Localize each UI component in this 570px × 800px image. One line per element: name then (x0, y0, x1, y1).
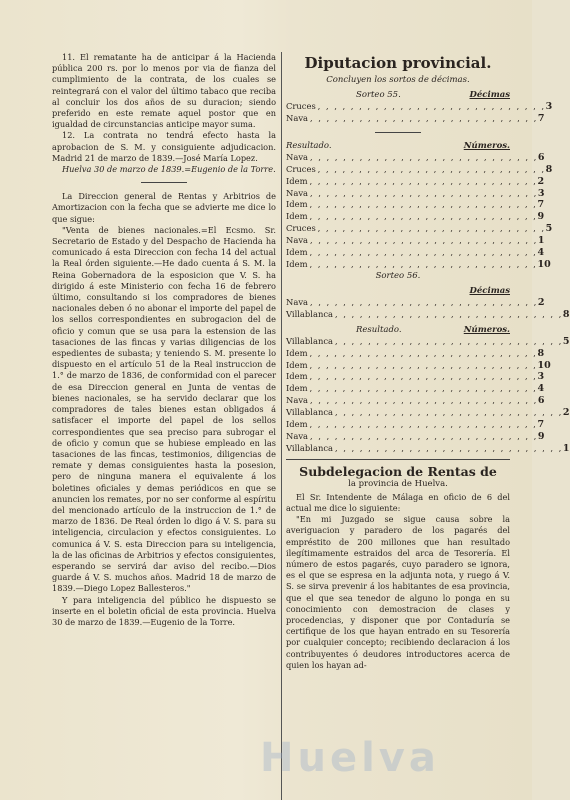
lottery-row-name: Cruces (286, 101, 316, 111)
lottery-row-number: 2 (562, 407, 570, 419)
paragraph-11: 11. El rematante ha de anticipar á la Hacienda pública 200 rs. por lo menos por via de fianza del cumplimiento de la contrata, de los cuales se reintegrará con el valor del último tabaco que reciba al concluir los dos años de su duracion; siendo preferido en este remate aquel postor que en igualdad de circunstancias anticipe mayor suma. (52, 52, 276, 130)
paragraph-main: "Venta de bienes nacionales.=El Ecsmo. Sr. Secretario de Estado y del Despacho de Hacienda ha comunicado á esta Direccion con fecha 14 del actual la Real órden siguiente.—He dado cuenta á S. M. la Reina Gobernadora de la esposicion que V. S. ha dirigido á este Ministerio con fecha 16 de febrero último, consultando si los compradores de bienes nacionales deben ó no abonar el importe del papel de los sellos correspondientes en subrogacion del de oficio y comun que se usa para la estension de las tasaciones de las fincas y varias diligencias de los espedientes de subasta; y teniendo S. M. presente lo dispuesto en el artículo 51 de la Real instruccion de 1.° de marzo de 1836, de conformidad con el parecer de esa Direccion general en Junta de ventas de bienes nacionales, se ha servido declarar que los compradores de tales bienes estan obligados á satisfacer el importe del papel de los sellos correspondientes que sea preciso para subrogar el de oficio y comun que se hubiese empleado en las tasaciones de las fincas, testimonios, diligencias de remate y demas consiguientes hasta la posesion, pero de ninguna manera el equivalente á los boletines oficiales y demas periódicos en que se anuncien los remates, por no ser conforme al espíritu del mencionado artículo de la instruccion de 1.° de marzo de 1836. De Real órden lo digo á V. S. para su inteligencia, circulacion y efectos consiguientes. Lo comunica á V. S. esta Direccion para su inteligencia, la de las oficinas de Arbitrios y efectos consiguientes, esperando se servirá dar aviso del recibo.—Dios guarde á V. S. muchos años. Madrid 18 de marzo de 1839.—Diego Lopez Ballesteros." (52, 224, 276, 594)
lottery-row-name: Cruces (286, 223, 316, 234)
leader-dots: , , , , , , , , , , , , , , , , , , , , , , , , , , , , (309, 212, 538, 222)
lottery-row-number: 7 (537, 199, 545, 211)
lottery-row-name: Nava (286, 235, 309, 246)
subdelegacion-subtitle: la provincia de Huelva. (348, 478, 448, 489)
lottery-row-number: 4 (537, 383, 545, 395)
lottery-row-name: Villablanca (286, 335, 334, 346)
lottery-row-name: Nava (286, 296, 309, 307)
lottery-row-number: 3 (537, 371, 545, 383)
lottery-row-number: 10 (537, 359, 551, 371)
column-divider (281, 52, 282, 800)
lottery-row-name: Cruces (286, 163, 316, 174)
lottery-row (286, 211, 545, 223)
resultado-header-2: Resultado. (356, 324, 402, 335)
lottery-row-name: Villablanca (286, 407, 334, 418)
lottery-block-3 (286, 296, 570, 321)
leader-dots: , , , , , , , , , , , , , , , , , , , , , , , , , , , , (310, 152, 538, 162)
lottery-row (286, 383, 545, 395)
lottery-row-name: Nava (286, 151, 309, 162)
lottery-row (286, 308, 570, 321)
leader-dots: , , , , , , , , , , , , , , , , , , , , , , , , , , , , (335, 408, 563, 418)
lottery-row-number: 2 (537, 175, 545, 187)
lottery-row-number: 10 (537, 258, 551, 270)
leader-dots: , , , , , , , , , , , , , , , , , , , , , , , , , , , , (317, 102, 546, 111)
lottery-row (286, 395, 545, 407)
section-divider (141, 182, 187, 183)
paragraph-final: Y para inteligencia del público he dispuesto se inserte en el boletin oficial de esta provincia. Huelva 30 de marzo de 1839.—Eugenio de la Torre. (52, 594, 276, 627)
table-header-2 (286, 141, 510, 152)
lottery-row-number: 9 (537, 430, 545, 442)
subdelegacion-intro: El Sr. Intendente de Málaga en oficio de 6 del actual me dice lo siguiente: (286, 491, 510, 513)
lottery-row (286, 187, 545, 200)
lottery-row-number: 8 (545, 163, 553, 175)
sorteo-56-label: Sorteo 56. (375, 270, 421, 281)
numeros-header: Números. (463, 140, 510, 151)
lottery-row-name: Idem (286, 247, 308, 258)
lottery-row-number: 1 (537, 235, 545, 247)
lottery-row (286, 442, 570, 455)
library-watermark: Huelva (260, 735, 440, 781)
leader-dots: , , , , , , , , , , , , , , , , , , , , , , , , , , , , (310, 297, 538, 307)
leader-dots: , , , , , , , , , , , , , , , , , , , , , , , , , , , , (310, 236, 538, 246)
lottery-row-number: 2 (537, 296, 545, 308)
lottery-row-name: Idem (286, 175, 308, 186)
lottery-row-number: 3 (537, 187, 545, 199)
decimas-header: Décimas (469, 90, 510, 100)
paragraph-12: 12. La contrata no tendrá efecto hasta la aprobacion de S. M. y consiguiente adjudicacion. Madrid 21 de marzo de 1839.—José María Lopez. (52, 130, 276, 163)
leader-dots: , , , , , , , , , , , , , , , , , , , , , , , , , , , , (310, 188, 538, 198)
right-column (286, 52, 570, 671)
lottery-row-number: 5 (562, 335, 570, 347)
lottery-row (286, 347, 545, 360)
lottery-row (286, 163, 553, 176)
lottery-row-name: Nava (286, 187, 309, 198)
lottery-block-4 (286, 335, 570, 455)
lottery-row (286, 112, 545, 125)
lottery-row-name: Idem (286, 347, 308, 358)
lottery-block-2 (286, 151, 553, 271)
lottery-row (286, 359, 551, 372)
lottery-row (286, 247, 545, 259)
lottery-row (286, 430, 545, 443)
lottery-row-name: Idem (286, 383, 308, 394)
leader-dots: , , , , , , , , , , , , , , , , , , , , , , , , , , , , (309, 348, 538, 358)
table-header-4 (286, 325, 510, 336)
left-column (52, 52, 276, 628)
lottery-row-number: 3 (545, 101, 553, 112)
lottery-row-number: 8 (562, 308, 570, 320)
lottery-row (286, 101, 553, 113)
lottery-row-number: 9 (537, 211, 545, 223)
lottery-row-name: Idem (286, 371, 308, 382)
leader-dots: , , , , , , , , , , , , , , , , , , , , , , , , , , , , (310, 396, 538, 406)
lottery-row (286, 419, 545, 431)
lottery-row-number: 1 (562, 442, 570, 454)
leader-dots: , , , , , , , , , , , , , , , , , , , , , , , , , , , , (310, 113, 538, 123)
leader-dots: , , , , , , , , , , , , , , , , , , , , , , , , , , , , (309, 176, 538, 186)
section-title: Diputacion provincial. (304, 54, 492, 72)
lottery-row (286, 223, 553, 235)
leader-dots: , , , , , , , , , , , , , , , , , , , , , , , , , , , , (309, 200, 538, 210)
lottery-row (286, 175, 545, 188)
subdelegacion-title: Subdelegacion de Rentas de (299, 463, 497, 479)
leader-dots: , , , , , , , , , , , , , , , , , , , , , , , , , , , , (309, 248, 538, 258)
leader-dots: , , , , , , , , , , , , , , , , , , , , , , , , , , , , (335, 309, 563, 319)
leader-dots: , , , , , , , , , , , , , , , , , , , , , , , , , , , , (309, 420, 538, 430)
paragraph-intro: La Direccion general de Rentas y Arbitrios de Amortizacion con la fecha que se advierte me dice lo que sigue: (52, 191, 276, 224)
lottery-row-number: 6 (537, 395, 545, 407)
block-divider (375, 132, 421, 133)
lottery-block-1 (286, 101, 553, 125)
lottery-row-name: Idem (286, 258, 308, 269)
leader-dots: , , , , , , , , , , , , , , , , , , , , , , , , , , , , (335, 443, 563, 453)
lottery-row-number: 4 (537, 247, 545, 259)
lottery-row-number: 6 (537, 151, 545, 163)
leader-dots: , , , , , , , , , , , , , , , , , , , , , , , , , , , , (317, 164, 546, 174)
lottery-row (286, 151, 545, 164)
table-header-3 (286, 286, 510, 297)
lottery-row (286, 235, 545, 247)
lottery-row-number: 8 (537, 347, 545, 359)
lottery-row-name: Idem (286, 419, 308, 430)
section-rule (286, 459, 510, 460)
lottery-row (286, 258, 551, 271)
lottery-row-number: 7 (537, 419, 545, 431)
lottery-row-number: 5 (545, 223, 553, 235)
lottery-row (286, 199, 545, 211)
lottery-row-name: Idem (286, 211, 308, 222)
lottery-row-name: Idem (286, 199, 308, 210)
leader-dots: , , , , , , , , , , , , , , , , , , , , , , , , , , , , (310, 431, 538, 441)
lottery-row (286, 335, 570, 348)
lottery-row (286, 407, 570, 419)
sorteo-55-label: Sorteo 55. (356, 90, 401, 100)
signature-1: Huelva 30 de marzo de 1839.=Eugenio de la Torre. (62, 164, 276, 175)
leader-dots: , , , , , , , , , , , , , , , , , , , , , , , , , , , , (335, 336, 563, 346)
lottery-row-name: Villablanca (286, 308, 334, 319)
lottery-row-name: Idem (286, 359, 308, 370)
numeros-header-2: Números. (463, 324, 510, 335)
lottery-row-name: Nava (286, 395, 309, 406)
decimas-header-2: Décimas (469, 285, 510, 296)
leader-dots: , , , , , , , , , , , , , , , , , , , , , , , , , , , , (309, 259, 538, 269)
resultado-header: Resultado. (286, 140, 332, 151)
lottery-row-number: 7 (537, 112, 545, 124)
leader-dots: , , , , , , , , , , , , , , , , , , , , , , , , , , , , (317, 224, 546, 234)
lottery-row (286, 296, 545, 309)
lottery-row-name: Nava (286, 430, 309, 441)
subdelegacion-body: "En mi Juzgado se sigue causa sobre la averiguacion y paradero de los pagarés del empréstito de 200 millones que han resultado ilegítimamente estraidos del arca de Tesorería. El número de estos pagarés, cuyo paradero se ignora, es el que se espresa en la adjunta nota, y ruego á V. S. se sirva prevenir á los habitantes de esa provincia, que el que sea tenedor de alguno lo ponga en su conocimiento con demostracion de clases y procedencias, y disponer que por Contaduría se certifique de los que hayan entrado en su Tesorería por cualquier concepto; recibiendo declaracion á los contribuyentes ó deudores introductores acerca de quien los hayan ad- (286, 514, 510, 670)
section-subtitle: Concluyen los sortos de décimas. (326, 75, 470, 85)
lottery-row-name: Nava (286, 112, 309, 123)
leader-dots: , , , , , , , , , , , , , , , , , , , , , , , , , , , , (309, 360, 538, 370)
table-header-1 (286, 90, 510, 101)
leader-dots: , , , , , , , , , , , , , , , , , , , , , , , , , , , , (309, 372, 538, 382)
lottery-row-name: Villablanca (286, 442, 334, 453)
leader-dots: , , , , , , , , , , , , , , , , , , , , , , , , , , , , (309, 384, 538, 394)
lottery-row (286, 371, 545, 383)
